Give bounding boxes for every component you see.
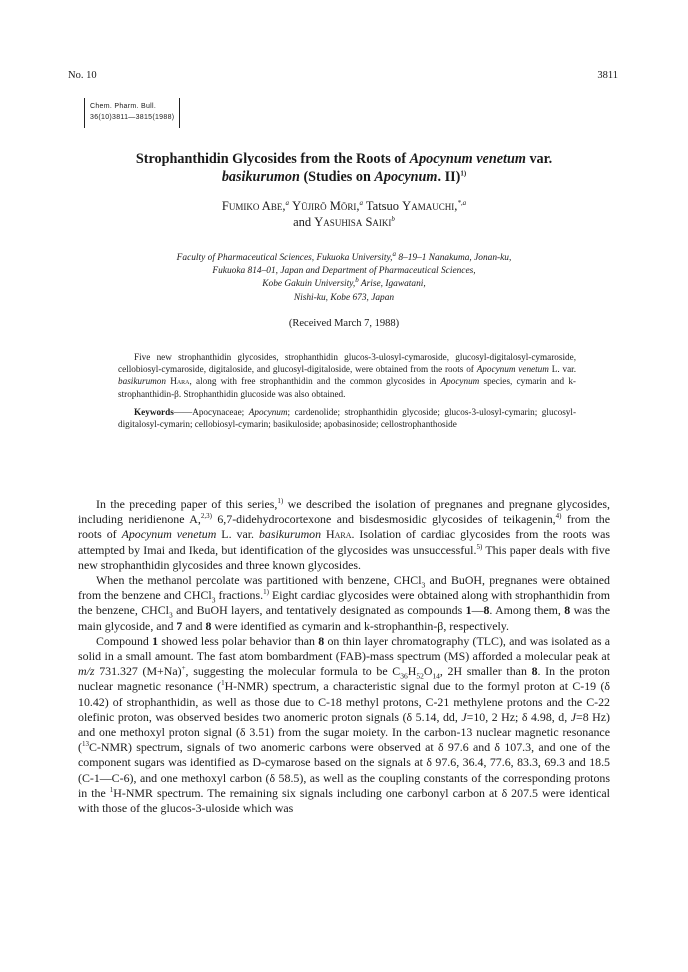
author-list: Fumiko Abe,$^a$ Yūjirō Mōri,$^a$ Tatsuo Yamauchi,$^{*,a}$ and Yasuhisa Saiki$^b$ bbox=[221, 198, 467, 229]
received-date: (Received March 7, 1988) bbox=[288, 318, 400, 329]
abstract-text: Five new strophanthidin glycosides, strophanthidin glucos-3-ulosyl-cymaroside, glucosyl-digitalosyl-cymaroside, cellobiosyl-cymaroside, digitaloside, and glucosyl-digitaloside, were obtained from the roots of Apocynum venetum L. var. basikurumon Hara, along with free strophanthidin and the common glycosides in Apocynum species, cymarin and k-strophanthidin-β. Strophanthidin glucoside was also obtained. bbox=[118, 352, 576, 399]
paragraph-3: Compound 1 showed less polar behavior than 8 on thin layer chromatography (TLC), and was isolated as a solid in a small amount. The fast atom bombardment (FAB)-mass spectrum (MS) afforded a molecular peak at m/z 731.327 (M+Na)+, suggesting the molecular formula to be $C_{36}H_{52}O_{14}$, 2H smaller than 8. In the proton nuclear magnetic resonance ($^1$H-NMR) spectrum, a characteristic signal due to the formyl proton at C-19 (δ 10.42) of strophanthidin, as well as those due to C-18 methyl protons, C-21 methylene protons and the C-22 olefinic proton, was observed besides two anomeric proton signals (δ 5.14, dd, J=10, 2 Hz; δ 4.98, d, J=8 Hz) and one methoxyl proton signal (δ 3.51) from the sugar moiety. In the carbon-13 nuclear magnetic resonance ($^{13}$C-NMR) spectrum, signals of two anomeric carbons were observed at δ 97.6 and δ 107.3, and one of the component sugars was identified as D-cymarose based on the signals at δ 97.6, 36.4, 77.6, 83.3, 69.3 and 18.5 (C-1—C-6), and one methoxyl carbon (δ 58.5), as well as the coupling constants of the corresponding protons in the $^1$H-NMR spectrum. The remaining six signals including one carbonyl carbon at δ 207.5 were identical with those of the glucos-3-uloside which was bbox=[78, 633, 611, 816]
author-yamauchi-family: Yamauchi, bbox=[402, 199, 458, 213]
citation-volume: 36(10)3811—3815(1988) bbox=[90, 114, 175, 121]
main-text bbox=[78, 497, 610, 816]
paragraph-1: In the preceding paper of this series,$^{1)}$ we described the isolation of pregnanes and pregnane glycosides, including neridienone A,$^{2,3)}$ 6,7-didehydrocortexone and bisdesmosidic glycosides of teikagenin,$^{4)}$ from the roots of Apocynum venetum L. var. basikurumon Hara. Isolation of cardiac glycosides from the roots was attempted by Imai and Ikeda, but identification of the glycosides was unsuccessful.$^{5)}$ This paper deals with five new strophanthidin glycosides and three known glycosides. bbox=[78, 497, 611, 572]
author-saiki: Yasuhisa Saiki bbox=[314, 215, 392, 229]
article-title: Strophanthidin Glycosides from the Roots of Apocynum venetum var. basikurumon (Studies on Apocynum. II)$^{1)}$ bbox=[135, 151, 553, 185]
issue-number: No. 10 bbox=[68, 70, 97, 81]
abstract bbox=[118, 351, 576, 430]
citation-journal: Chem. Pharm. Bull. bbox=[90, 103, 157, 110]
author-yamauchi-given: Tatsuo bbox=[365, 199, 403, 213]
citation-box bbox=[84, 98, 180, 128]
page-number: 3811 bbox=[597, 70, 618, 81]
author-mori: Yūjirō Mōri, bbox=[292, 199, 360, 213]
author-abe: Fumiko Abe, bbox=[221, 199, 286, 213]
running-head bbox=[68, 70, 618, 84]
affiliation: Faculty of Pharmaceutical Sciences, Fukuoka University,$^a$ 8–19–1 Nanakuma, Jonan-ku, Fukuoka 814–01, Japan and Department of Pharmaceutical Sciences, Kobe Gakuin University,$^b$ Arise, Igawatani, Nishi-ku, Kobe 673, Japan bbox=[176, 249, 512, 303]
keywords: Keywords——Apocynaceae; Apocynum; cardenolide; strophanthidin glycoside; glucos-3-ulosyl-cymarin; glucosyl-digitalosyl-cymarin; cellobiosyl-cymarin; basikuloside; apobasinoside; cellostrophanthoside bbox=[118, 406, 577, 430]
paragraph-2: When the methanol percolate was partitioned with benzene, CHCl$_3$ and BuOH, pregnanes were obtained from the benzene and CHCl$_3$ fractions.$^{1)}$ Eight cardiac glycosides were obtained along with strophanthidin from the benzene, CHCl$_3$ and BuOH layers, and tentatively designated as compounds 1—8. Among them, 8 was the main glycoside, and 7 and 8 were identified as cymarin and k-strophanthin-β, respectively. bbox=[78, 573, 611, 633]
